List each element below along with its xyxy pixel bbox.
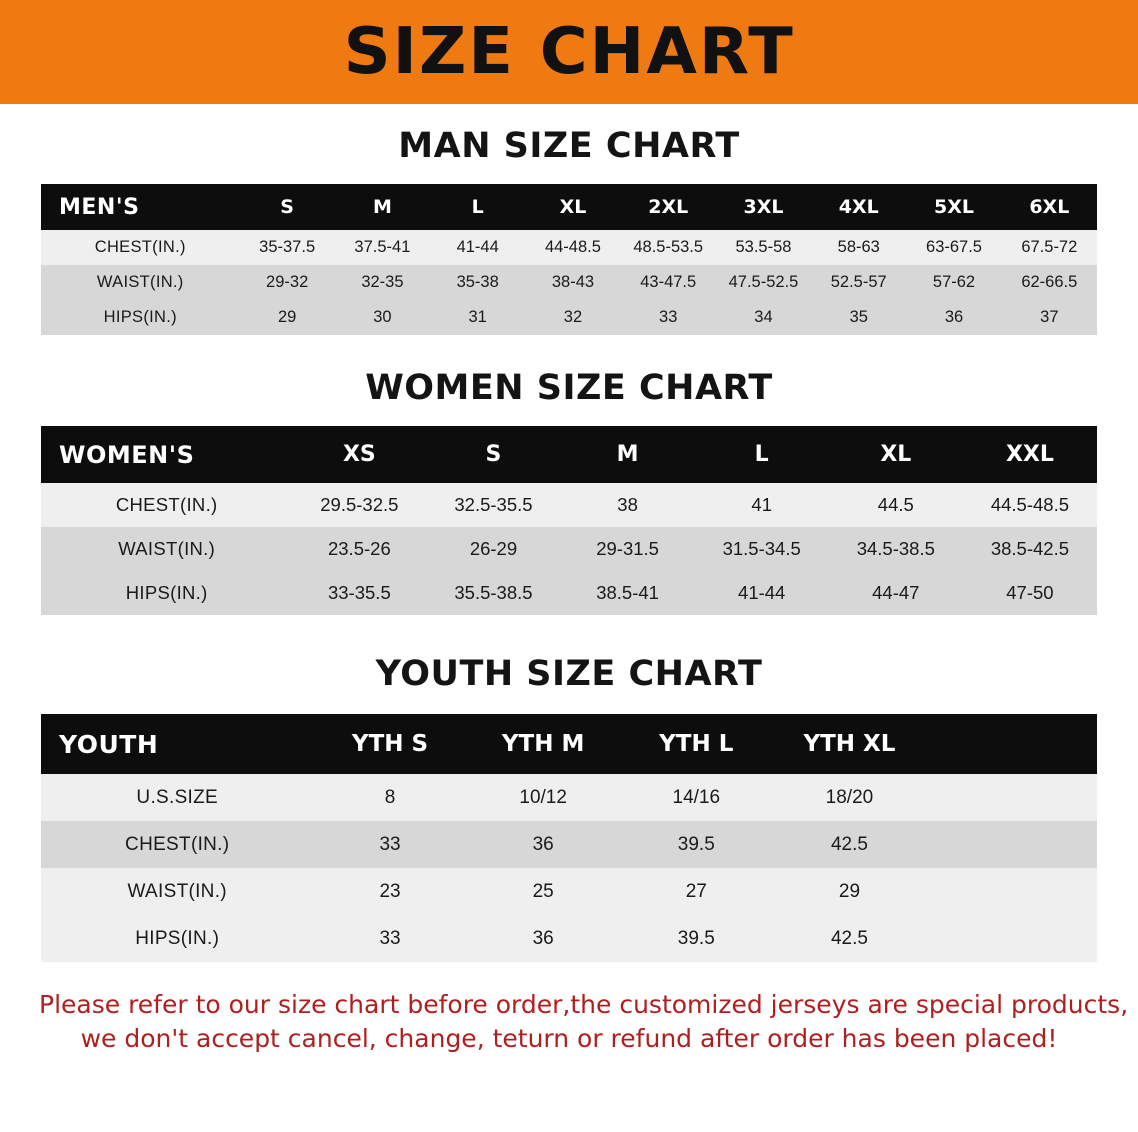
women-section-title: WOMEN SIZE CHART [365,368,773,408]
women-table-header [41,426,1097,483]
men-col-2xl: 2XL [621,184,716,230]
youth-hips-xl: 42.5 [773,915,926,962]
women-waist-l: 31.5-34.5 [695,527,829,571]
men-chest-3xl: 53.5-58 [716,230,811,265]
table-row [41,571,1097,615]
women-waist-xs: 23.5-26 [292,527,426,571]
men-waist-2xl: 43-47.5 [621,265,716,300]
youth-col-m: YTH M [467,714,620,774]
table-row [41,483,1097,527]
men-hips-s: 29 [240,300,335,335]
women-size-table-wrapper [41,426,1097,615]
men-chest-5xl: 63-67.5 [906,230,1001,265]
men-chest-xl: 44-48.5 [525,230,620,265]
youth-table-body [41,774,1097,962]
men-chest-l: 41-44 [430,230,525,265]
men-waist-s: 29-32 [240,265,335,300]
men-row-label-hips: HIPS(IN.) [41,300,240,335]
table-row [41,915,1097,962]
women-chest-s: 32.5-35.5 [426,483,560,527]
youth-table-header [41,714,1097,774]
youth-chest-m: 36 [467,821,620,868]
men-col-xl: XL [525,184,620,230]
disclaimer-line-1: Please refer to our size chart before order,the customized jerseys are special products, [39,990,1129,1019]
table-row [41,868,1097,915]
table-row [41,774,1097,821]
women-waist-s: 26-29 [426,527,560,571]
youth-col-l: YTH L [620,714,773,774]
youth-ussize-xl: 18/20 [773,774,926,821]
women-row-label-hips: HIPS(IN.) [41,571,292,615]
women-chest-xs: 29.5-32.5 [292,483,426,527]
women-row-label-chest: CHEST(IN.) [41,483,292,527]
women-chest-m: 38 [561,483,695,527]
youth-row-label-chest: CHEST(IN.) [41,821,313,868]
youth-ussize-s: 8 [313,774,466,821]
youth-col-xl: YTH XL [773,714,926,774]
youth-section-title: YOUTH SIZE CHART [375,654,763,694]
youth-row-label-waist: WAIST(IN.) [41,868,313,915]
youth-chest-l: 39.5 [620,821,773,868]
women-chest-l: 41 [695,483,829,527]
men-waist-l: 35-38 [430,265,525,300]
page-title: SIZE CHART [343,15,795,89]
youth-header-label: YOUTH [41,714,313,774]
men-waist-5xl: 57-62 [906,265,1001,300]
table-row [41,821,1097,868]
youth-col-spacer [926,714,1097,774]
men-hips-l: 31 [430,300,525,335]
youth-chest-s: 33 [313,821,466,868]
men-waist-xl: 38-43 [525,265,620,300]
men-col-5xl: 5XL [906,184,1001,230]
women-hips-s: 35.5-38.5 [426,571,560,615]
disclaimer-line-2: we don't accept cancel, change, teturn or refund after order has been placed! [80,1023,1058,1053]
women-col-xl: XL [829,426,963,483]
youth-ussize-spacer [926,774,1097,821]
men-size-table-wrapper [41,184,1097,335]
women-row-label-waist: WAIST(IN.) [41,527,292,571]
page-banner [0,0,1138,104]
men-waist-3xl: 47.5-52.5 [716,265,811,300]
youth-size-table-wrapper [41,714,1097,962]
youth-waist-spacer [926,868,1097,915]
youth-chest-spacer [926,821,1097,868]
men-hips-6xl: 37 [1002,300,1097,335]
men-size-table [41,184,1097,335]
men-chest-2xl: 48.5-53.5 [621,230,716,265]
youth-header-row [41,714,1097,774]
youth-hips-s: 33 [313,915,466,962]
women-hips-xl: 44-47 [829,571,963,615]
women-waist-m: 29-31.5 [561,527,695,571]
youth-col-s: YTH S [313,714,466,774]
youth-waist-l: 27 [620,868,773,915]
men-hips-xl: 32 [525,300,620,335]
man-section-title: MAN SIZE CHART [398,126,740,166]
men-chest-4xl: 58-63 [811,230,906,265]
women-chest-xl: 44.5 [829,483,963,527]
women-col-l: L [695,426,829,483]
women-table-body [41,483,1097,615]
women-hips-xxl: 47-50 [963,571,1097,615]
youth-size-table [41,714,1097,962]
men-chest-m: 37.5-41 [335,230,430,265]
youth-hips-spacer [926,915,1097,962]
men-header-label: MEN'S [41,184,240,230]
youth-row-label-hips: HIPS(IN.) [41,915,313,962]
men-chest-6xl: 67.5-72 [1002,230,1097,265]
women-hips-xs: 33-35.5 [292,571,426,615]
table-row [41,230,1097,265]
men-waist-6xl: 62-66.5 [1002,265,1097,300]
men-col-m: M [335,184,430,230]
disclaimer-note [39,988,1129,1056]
youth-hips-m: 36 [467,915,620,962]
youth-chest-xl: 42.5 [773,821,926,868]
women-waist-xxl: 38.5-42.5 [963,527,1097,571]
men-hips-m: 30 [335,300,430,335]
table-row [41,300,1097,335]
women-hips-l: 41-44 [695,571,829,615]
men-chest-s: 35-37.5 [240,230,335,265]
women-header-row [41,426,1097,483]
men-hips-2xl: 33 [621,300,716,335]
women-header-label: WOMEN'S [41,426,292,483]
men-hips-3xl: 34 [716,300,811,335]
women-col-xxl: XXL [963,426,1097,483]
women-waist-xl: 34.5-38.5 [829,527,963,571]
table-row [41,527,1097,571]
men-col-s: S [240,184,335,230]
men-table-header [41,184,1097,230]
table-row [41,265,1097,300]
women-size-table [41,426,1097,615]
women-hips-m: 38.5-41 [561,571,695,615]
men-row-label-chest: CHEST(IN.) [41,230,240,265]
men-hips-4xl: 35 [811,300,906,335]
youth-waist-m: 25 [467,868,620,915]
women-col-s: S [426,426,560,483]
men-table-body [41,230,1097,335]
men-col-6xl: 6XL [1002,184,1097,230]
men-col-4xl: 4XL [811,184,906,230]
youth-waist-xl: 29 [773,868,926,915]
men-col-l: L [430,184,525,230]
men-hips-5xl: 36 [906,300,1001,335]
youth-waist-s: 23 [313,868,466,915]
youth-ussize-m: 10/12 [467,774,620,821]
youth-ussize-l: 14/16 [620,774,773,821]
men-waist-m: 32-35 [335,265,430,300]
men-waist-4xl: 52.5-57 [811,265,906,300]
women-col-m: M [561,426,695,483]
women-chest-xxl: 44.5-48.5 [963,483,1097,527]
youth-row-label-ussize: U.S.SIZE [41,774,313,821]
men-row-label-waist: WAIST(IN.) [41,265,240,300]
youth-hips-l: 39.5 [620,915,773,962]
women-col-xs: XS [292,426,426,483]
men-header-row [41,184,1097,230]
men-col-3xl: 3XL [716,184,811,230]
